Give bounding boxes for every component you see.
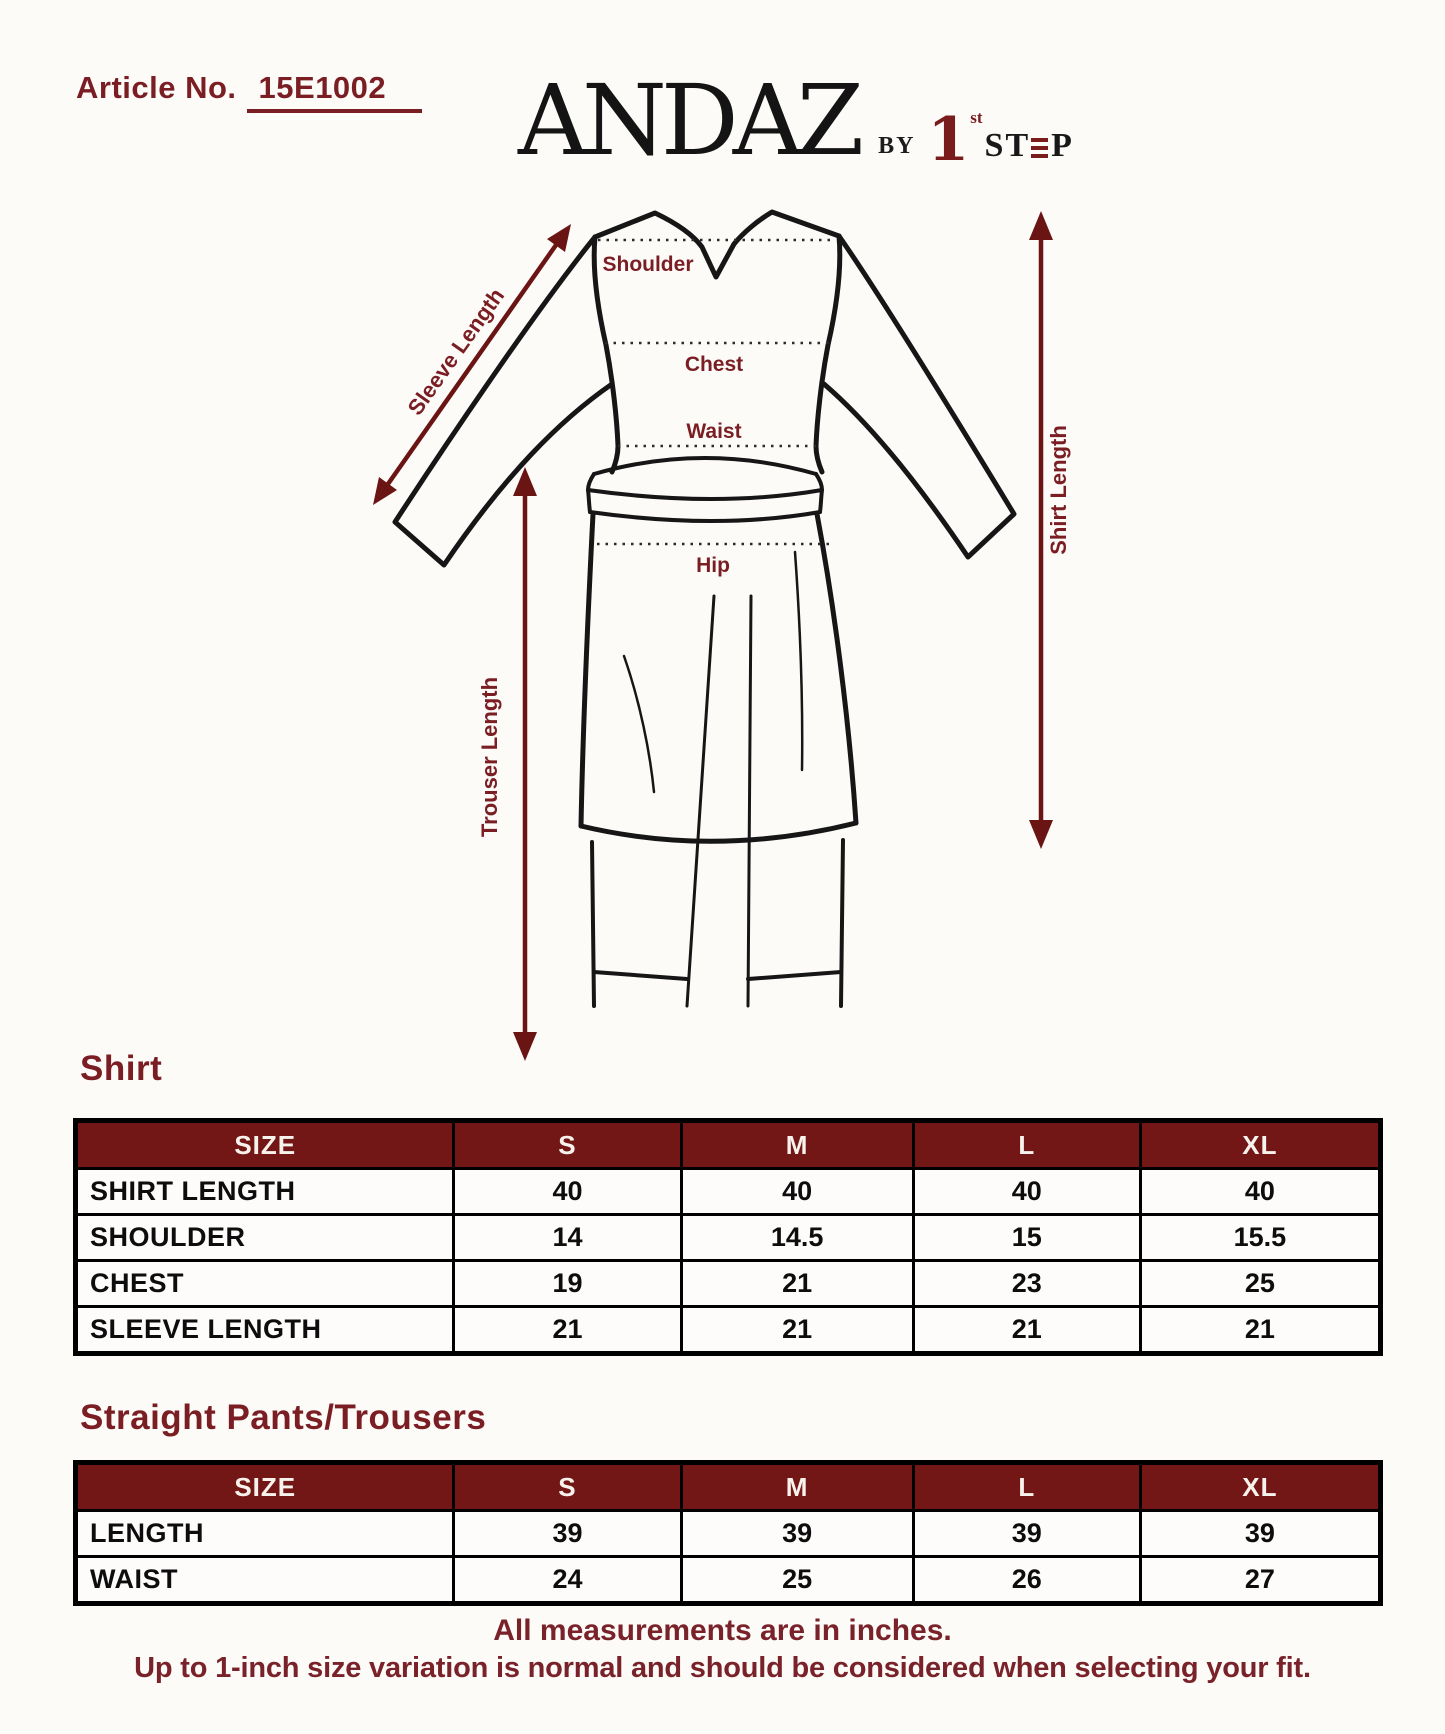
kurta-skirt-right-seam (817, 514, 856, 823)
trousers-section-title: Straight Pants/Trousers (80, 1398, 487, 1437)
brand-by-text: BY (878, 133, 916, 159)
sleeve-length-arrow-line (388, 245, 556, 484)
trouser-length-label: Trouser Length (477, 676, 502, 838)
kurta-skirt-left-seam (581, 514, 593, 826)
column-header-xl: XL (1140, 1121, 1380, 1169)
kurta-waistband-top-arc (594, 458, 816, 474)
cell-value: 40 (681, 1169, 913, 1215)
cell-value: 19 (454, 1261, 681, 1307)
logo-step-p: P (1051, 127, 1074, 164)
trouser-right-leg-outer (841, 840, 843, 1006)
cell-value: 26 (913, 1557, 1140, 1604)
row-label: SLEEVE LENGTH (76, 1307, 454, 1354)
row-label: LENGTH (76, 1511, 454, 1557)
shirt-table-header-row (76, 1121, 1381, 1169)
cell-value: 40 (454, 1169, 681, 1215)
hip-label: Hip (696, 554, 730, 577)
cell-value: 15.5 (1140, 1215, 1380, 1261)
cell-value: 24 (454, 1557, 681, 1604)
cell-value: 14 (454, 1215, 681, 1261)
table-row-sleeve-length (76, 1307, 1381, 1354)
logo-numeral-one: 1 (927, 105, 970, 175)
brand-wordmark: ANDAZ (518, 63, 859, 177)
trouser-right-leg-inner (748, 596, 751, 1006)
logo-step-st: ST (984, 127, 1031, 164)
cell-value: 25 (681, 1557, 913, 1604)
column-header-xl: XL (1140, 1463, 1380, 1511)
column-header-s: S (454, 1463, 681, 1511)
cell-value: 39 (454, 1511, 681, 1557)
sleeve-length-arrowhead-top (547, 224, 571, 252)
cell-value: 39 (913, 1511, 1140, 1557)
article-number-value: 15E1002 (247, 70, 423, 113)
article-label: Article No. (76, 70, 237, 105)
sleeve-length-arrowhead-bottom (373, 477, 397, 505)
waist-label: Waist (686, 420, 742, 443)
cell-value: 40 (1140, 1169, 1380, 1215)
column-header-l: L (913, 1463, 1140, 1511)
trousers-size-table-wrap (73, 1460, 1383, 1606)
cell-value: 27 (1140, 1557, 1380, 1604)
cell-value: 39 (681, 1511, 913, 1557)
row-label: SHIRT LENGTH (76, 1169, 454, 1215)
row-label: CHEST (76, 1261, 454, 1307)
table-row-length (76, 1511, 1381, 1557)
kurta-hem-curve (581, 823, 856, 841)
row-label: WAIST (76, 1557, 454, 1604)
table-row-waist (76, 1557, 1381, 1604)
shoulder-label: Shoulder (602, 253, 694, 276)
cell-value: 21 (681, 1307, 913, 1354)
column-header-m: M (681, 1463, 913, 1511)
kurta-body-right-seam (816, 236, 840, 472)
shirt-length-arrowhead-top (1029, 211, 1053, 240)
cell-value: 40 (913, 1169, 1140, 1215)
cell-value: 23 (913, 1261, 1140, 1307)
shirt-length-arrowhead-bottom (1029, 820, 1053, 849)
column-header-size: SIZE (76, 1463, 454, 1511)
kurta-waistband-upper-line (588, 490, 822, 499)
logo-st-superscript: st (970, 108, 983, 127)
trousers-table-header-row (76, 1463, 1381, 1511)
table-row-shoulder (76, 1215, 1381, 1261)
skirt-fold-left (624, 656, 654, 792)
cell-value: 21 (454, 1307, 681, 1354)
cell-value: 21 (1140, 1307, 1380, 1354)
column-header-l: L (913, 1121, 1140, 1169)
shirt-length-label: Shirt Length (1046, 425, 1071, 555)
trousers-size-table (73, 1460, 1383, 1606)
cell-value: 21 (913, 1307, 1140, 1354)
trouser-length-arrowhead-bottom (513, 1032, 537, 1061)
column-header-m: M (681, 1121, 913, 1169)
kurta-waistband-lower-line (590, 512, 820, 521)
cell-value: 25 (1140, 1261, 1380, 1307)
trouser-left-leg-outer (592, 842, 594, 1006)
skirt-fold-right (795, 552, 802, 770)
kurta-right-sleeve (824, 236, 1014, 557)
footer-note-variation: Up to 1-inch size variation is normal and should be considered when selecting your fit. (134, 1652, 1311, 1684)
shirt-size-table-wrap (73, 1118, 1383, 1356)
cell-value: 21 (681, 1261, 913, 1307)
trouser-right-cuff-line (748, 972, 841, 979)
shirt-size-table (73, 1118, 1383, 1356)
shirt-section-title: Shirt (80, 1049, 163, 1088)
table-row-shirt-length (76, 1169, 1381, 1215)
sleeve-length-label: Sleeve Length (402, 283, 510, 420)
column-header-s: S (454, 1121, 681, 1169)
cell-value: 15 (913, 1215, 1140, 1261)
column-header-size: SIZE (76, 1121, 454, 1169)
chest-label: Chest (684, 353, 744, 376)
cell-value: 14.5 (681, 1215, 913, 1261)
footer-note-units: All measurements are in inches. (493, 1614, 952, 1647)
trouser-left-leg-inner (687, 596, 714, 1006)
row-label: SHOULDER (76, 1215, 454, 1261)
table-row-chest (76, 1261, 1381, 1307)
cell-value: 39 (1140, 1511, 1380, 1557)
trouser-left-cuff-line (594, 972, 687, 979)
